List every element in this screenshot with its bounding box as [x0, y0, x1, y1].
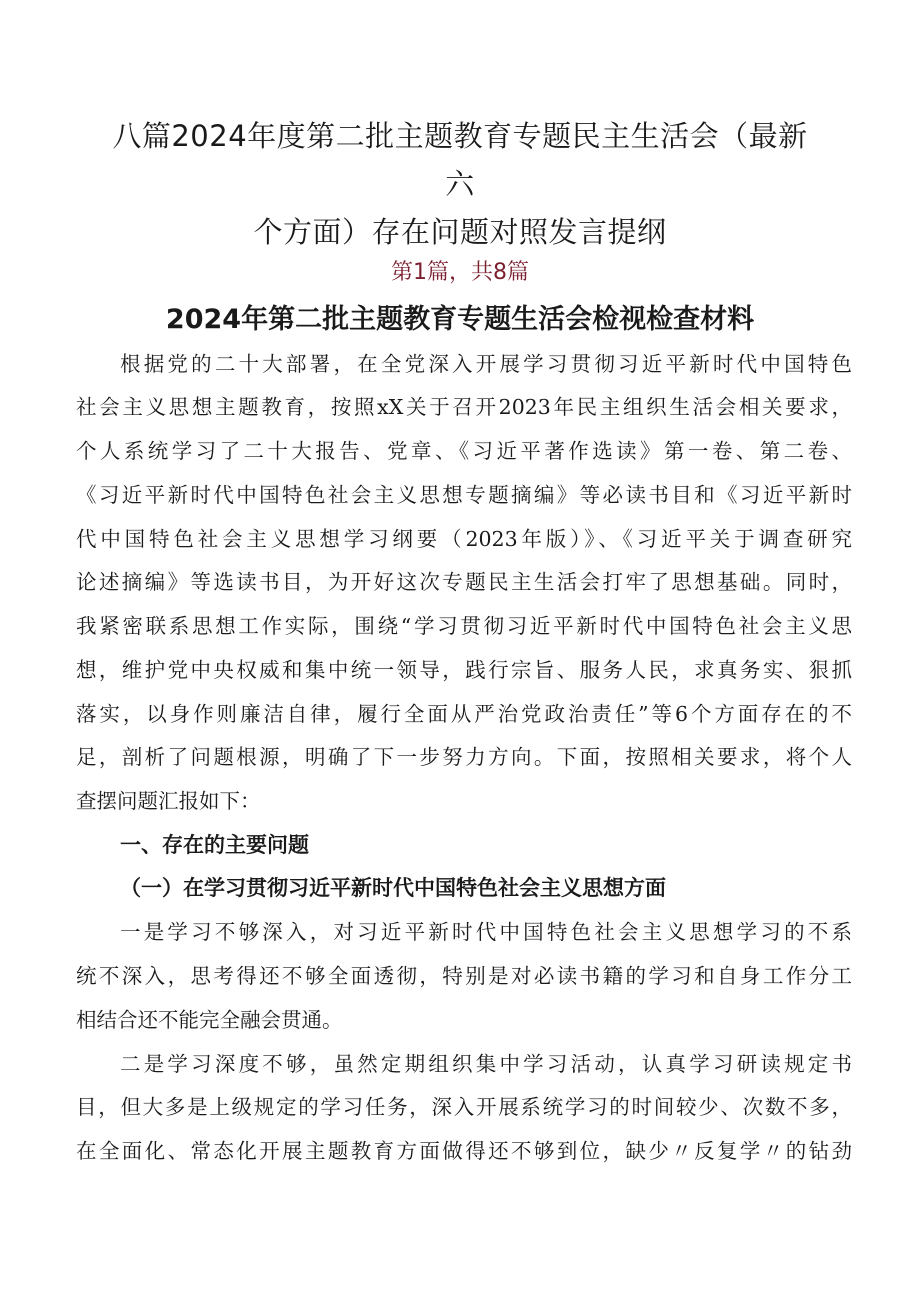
paragraph-line: 统不深入，思考得还不够全面透彻，特别是对必读书籍的学习和自身工作分工 [76, 964, 852, 988]
paragraph-line: 二是学习深度不够，虽然定期组织集中学习活动，认真学习研读规定书 [120, 1052, 852, 1076]
intro-line: 社会主义思想主题教育，按照xX关于召开2023年民主组织生活会相关要求， [76, 395, 852, 419]
paragraph-line: 相结合还不能完全融会贯通。 [76, 1008, 343, 1032]
document-title: 2024年第二批主题教育专题生活会检视检查材料 [165, 304, 755, 335]
main-title-line-2: 个方面）存在问题对照发言提纲 [253, 215, 667, 249]
part-label: 第1篇，共8篇 [391, 260, 529, 285]
main-title-line-1: 八篇2024年度第二批主题教育专题民主生活会（最新六 [112, 119, 808, 201]
intro-line: 个人系统学习了二十大报告、党章、《习近平著作选读》第一卷、第二卷、 [76, 439, 852, 463]
paragraph-line: 目，但大多是上级规定的学习任务，深入开展系统学习的时间较少、次数不多， [76, 1095, 852, 1119]
intro-line: 论述摘编》等选读书目，为开好这次专题民主生活会打牢了思想基础。同时， [76, 570, 852, 594]
intro-line: 我紧密联系思想工作实际，围绕“学习贯彻习近平新时代中国特色社会主义思 [76, 614, 852, 638]
section-heading: 一、存在的主要问题 [120, 833, 309, 857]
paragraph-line: 在全面化、常态化开展主题教育方面做得还不够到位，缺少〃反复学〃的钻劲 [76, 1139, 852, 1163]
intro-line: 落实，以身作则廉洁自律，履行全面从严治党政治责任”等6个方面存在的不 [76, 702, 852, 726]
subsection-heading: （一）在学习贯彻习近平新时代中国特色社会主义思想方面 [120, 876, 666, 900]
intro-line: 代中国特色社会主义思想学习纲要（2023年版）》、《习近平关于调查研究 [76, 527, 852, 551]
intro-line: 查摆问题汇报如下： [76, 789, 261, 813]
intro-line: 想，维护党中央权威和集中统一领导，践行宗旨、服务人民，求真务实、狠抓 [76, 658, 852, 682]
paragraph-line: 一是学习不够深入，对习近平新时代中国特色社会主义思想学习的不系 [120, 920, 852, 944]
main-title [100, 112, 820, 256]
intro-line: 根据党的二十大部署，在全党深入开展学习贯彻习近平新时代中国特色 [120, 352, 852, 376]
intro-line: 《习近平新时代中国特色社会主义思想专题摘编》等必读书目和《习近平新时 [76, 483, 852, 507]
intro-line: 足，剖析了问题根源，明确了下一步努力方向。下面，按照相关要求，将个人 [76, 745, 852, 769]
